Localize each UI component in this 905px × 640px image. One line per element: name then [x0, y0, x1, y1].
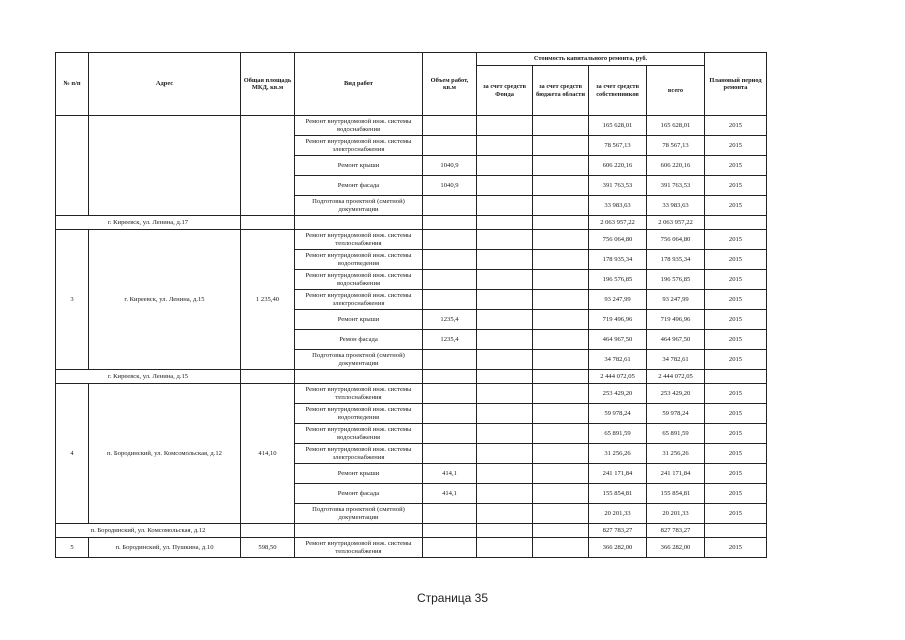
- subtotal-period: [705, 524, 767, 538]
- subtotal-label: п. Бородинский, ул. Комсомольская, д.12: [56, 524, 241, 538]
- owners-cell: 391 763,53: [589, 176, 647, 196]
- header-num: № п/п: [56, 53, 89, 116]
- period-cell: 2015: [705, 464, 767, 484]
- owners-cell: 65 891,59: [589, 424, 647, 444]
- total-cell: 31 256,26: [647, 444, 705, 464]
- fund-cell: [477, 270, 533, 290]
- owners-cell: 241 171,84: [589, 464, 647, 484]
- total-cell: 719 496,96: [647, 310, 705, 330]
- volume-cell: [423, 350, 477, 370]
- subtotal-owners: 827 783,27: [589, 524, 647, 538]
- total-cell: 93 247,99: [647, 290, 705, 310]
- table-body: [56, 116, 767, 558]
- total-cell: 34 782,61: [647, 350, 705, 370]
- table-row: [56, 538, 767, 558]
- owners-cell: 165 628,01: [589, 116, 647, 136]
- period-cell: 2015: [705, 424, 767, 444]
- header-total: всего: [647, 66, 705, 116]
- period-cell: 2015: [705, 116, 767, 136]
- subtotal-fund: [477, 524, 533, 538]
- period-cell: 2015: [705, 404, 767, 424]
- fund-cell: [477, 156, 533, 176]
- fund-cell: [477, 230, 533, 250]
- owners-cell: 196 576,85: [589, 270, 647, 290]
- fund-cell: [477, 404, 533, 424]
- fund-cell: [477, 444, 533, 464]
- work-type-cell: Ремонт внутридомовой инж. системы водоотведения: [295, 250, 423, 270]
- total-cell: 196 576,85: [647, 270, 705, 290]
- owners-cell: 719 496,96: [589, 310, 647, 330]
- subtotal-owners: 2 063 957,22: [589, 216, 647, 230]
- volume-cell: [423, 116, 477, 136]
- work-type-cell: Ремонт внутридомовой инж. системы водоснабжения: [295, 270, 423, 290]
- volume-cell: 1040,9: [423, 176, 477, 196]
- work-type-cell: Подготовка проектной (сметной) документации: [295, 504, 423, 524]
- budget-cell: [533, 484, 589, 504]
- owners-cell: 178 935,34: [589, 250, 647, 270]
- volume-cell: 1040,9: [423, 156, 477, 176]
- budget-cell: [533, 384, 589, 404]
- volume-cell: [423, 444, 477, 464]
- total-cell: 20 201,33: [647, 504, 705, 524]
- subtotal-work: [295, 216, 423, 230]
- volume-cell: [423, 384, 477, 404]
- work-type-cell: Ремонт фасада: [295, 484, 423, 504]
- owners-cell: 93 247,99: [589, 290, 647, 310]
- owners-cell: 31 256,26: [589, 444, 647, 464]
- subtotal-label: г. Киреевск, ул. Ленина, д.15: [56, 370, 241, 384]
- volume-cell: [423, 404, 477, 424]
- period-cell: 2015: [705, 176, 767, 196]
- volume-cell: [423, 196, 477, 216]
- owners-cell: 34 782,61: [589, 350, 647, 370]
- budget-cell: [533, 290, 589, 310]
- subtotal-period: [705, 216, 767, 230]
- total-cell: 178 935,34: [647, 250, 705, 270]
- header-cost-group: Стоимость капитального ремонта, руб.: [477, 53, 705, 66]
- table-row: [56, 230, 767, 250]
- period-cell: 2015: [705, 136, 767, 156]
- fund-cell: [477, 116, 533, 136]
- subtotal-fund: [477, 216, 533, 230]
- subtotal-fund: [477, 370, 533, 384]
- subtotal-budget: [533, 216, 589, 230]
- budget-cell: [533, 196, 589, 216]
- budget-cell: [533, 136, 589, 156]
- total-cell: 33 983,63: [647, 196, 705, 216]
- area-cell: 598,50: [241, 538, 295, 558]
- period-cell: 2015: [705, 504, 767, 524]
- budget-cell: [533, 350, 589, 370]
- fund-cell: [477, 484, 533, 504]
- fund-cell: [477, 504, 533, 524]
- volume-cell: [423, 538, 477, 558]
- owners-cell: 366 282,00: [589, 538, 647, 558]
- header-fund: за счет средств Фонда: [477, 66, 533, 116]
- volume-cell: [423, 230, 477, 250]
- budget-cell: [533, 230, 589, 250]
- period-cell: 2015: [705, 230, 767, 250]
- subtotal-work: [295, 524, 423, 538]
- owners-cell: 33 983,63: [589, 196, 647, 216]
- subtotal-total: 2 063 957,22: [647, 216, 705, 230]
- total-cell: 78 567,13: [647, 136, 705, 156]
- work-type-cell: Ремонт крыши: [295, 156, 423, 176]
- total-cell: 241 171,84: [647, 464, 705, 484]
- owners-cell: 20 201,33: [589, 504, 647, 524]
- volume-cell: 1235,4: [423, 310, 477, 330]
- budget-cell: [533, 330, 589, 350]
- address-cell: п. Бородинский, ул. Комсомольская, д.12: [89, 384, 241, 524]
- fund-cell: [477, 176, 533, 196]
- period-cell: 2015: [705, 196, 767, 216]
- fund-cell: [477, 424, 533, 444]
- fund-cell: [477, 464, 533, 484]
- work-type-cell: Ремонт крыши: [295, 310, 423, 330]
- owners-cell: 78 567,13: [589, 136, 647, 156]
- subtotal-label: г. Киреевск, ул. Ленина, д.17: [56, 216, 241, 230]
- header-address: Адрес: [89, 53, 241, 116]
- period-cell: 2015: [705, 484, 767, 504]
- row-number: 5: [56, 538, 89, 558]
- budget-cell: [533, 270, 589, 290]
- work-type-cell: Ремонт внутридомовой инж. системы электроснабжения: [295, 290, 423, 310]
- budget-cell: [533, 404, 589, 424]
- total-cell: 756 064,80: [647, 230, 705, 250]
- row-number: 3: [56, 230, 89, 370]
- row-number: [56, 116, 89, 216]
- period-cell: 2015: [705, 330, 767, 350]
- owners-cell: 606 220,16: [589, 156, 647, 176]
- table-row: [56, 384, 767, 404]
- period-cell: 2015: [705, 290, 767, 310]
- subtotal-area: [241, 216, 295, 230]
- header-volume: Объем работ, кв.м: [423, 53, 477, 116]
- area-cell: 1 235,40: [241, 230, 295, 370]
- total-cell: 65 891,59: [647, 424, 705, 444]
- volume-cell: [423, 136, 477, 156]
- volume-cell: 414,1: [423, 484, 477, 504]
- total-cell: 366 282,00: [647, 538, 705, 558]
- work-type-cell: Ремонт внутридомовой инж. системы водоотведения: [295, 404, 423, 424]
- fund-cell: [477, 350, 533, 370]
- work-type-cell: Ремонт внутридомовой инж. системы электроснабжения: [295, 444, 423, 464]
- owners-cell: 59 978,24: [589, 404, 647, 424]
- work-type-cell: Ремонт внутридомовой инж. системы теплоснабжения: [295, 538, 423, 558]
- header-budget: за счет средств бюджета области: [533, 66, 589, 116]
- address-cell: г. Киреевск, ул. Ленина, д.15: [89, 230, 241, 370]
- subtotal-row: [56, 524, 767, 538]
- subtotal-area: [241, 370, 295, 384]
- period-cell: 2015: [705, 444, 767, 464]
- work-type-cell: Ремонт внутридомовой инж. системы электроснабжения: [295, 136, 423, 156]
- work-type-cell: Ремонт внутридомовой инж. системы теплоснабжения: [295, 384, 423, 404]
- period-cell: 2015: [705, 538, 767, 558]
- budget-cell: [533, 444, 589, 464]
- subtotal-row: [56, 370, 767, 384]
- address-cell: п. Бородинский, ул. Пушкина, д.10: [89, 538, 241, 558]
- owners-cell: 155 854,81: [589, 484, 647, 504]
- budget-cell: [533, 116, 589, 136]
- work-type-cell: Ремонт фасада: [295, 176, 423, 196]
- total-cell: 253 429,20: [647, 384, 705, 404]
- period-cell: 2015: [705, 270, 767, 290]
- work-type-cell: Ремонт внутридомовой инж. системы водоснабжения: [295, 424, 423, 444]
- subtotal-work: [295, 370, 423, 384]
- fund-cell: [477, 538, 533, 558]
- volume-cell: [423, 424, 477, 444]
- table-header: [56, 53, 767, 116]
- budget-cell: [533, 176, 589, 196]
- volume-cell: 414,1: [423, 464, 477, 484]
- fund-cell: [477, 310, 533, 330]
- work-type-cell: Ремонт крыши: [295, 464, 423, 484]
- subtotal-volume: [423, 524, 477, 538]
- capital-repair-table: [55, 52, 767, 558]
- volume-cell: [423, 270, 477, 290]
- volume-cell: [423, 290, 477, 310]
- fund-cell: [477, 136, 533, 156]
- budget-cell: [533, 504, 589, 524]
- work-type-cell: Ремон фасада: [295, 330, 423, 350]
- header-area: Общая площадь МКД, кв.м: [241, 53, 295, 116]
- fund-cell: [477, 290, 533, 310]
- budget-cell: [533, 424, 589, 444]
- subtotal-row: [56, 216, 767, 230]
- fund-cell: [477, 384, 533, 404]
- header-period: Плановый период ремонта: [705, 53, 767, 116]
- fund-cell: [477, 330, 533, 350]
- budget-cell: [533, 156, 589, 176]
- subtotal-budget: [533, 370, 589, 384]
- period-cell: 2015: [705, 350, 767, 370]
- period-cell: 2015: [705, 156, 767, 176]
- total-cell: 391 763,53: [647, 176, 705, 196]
- budget-cell: [533, 310, 589, 330]
- subtotal-volume: [423, 216, 477, 230]
- header-owners: за счет средств собственников: [589, 66, 647, 116]
- subtotal-volume: [423, 370, 477, 384]
- total-cell: 165 628,01: [647, 116, 705, 136]
- subtotal-period: [705, 370, 767, 384]
- budget-cell: [533, 538, 589, 558]
- fund-cell: [477, 196, 533, 216]
- header-work-type: Вид работ: [295, 53, 423, 116]
- budget-cell: [533, 250, 589, 270]
- budget-cell: [533, 464, 589, 484]
- subtotal-budget: [533, 524, 589, 538]
- total-cell: 155 854,81: [647, 484, 705, 504]
- area-cell: [241, 116, 295, 216]
- period-cell: 2015: [705, 310, 767, 330]
- period-cell: 2015: [705, 384, 767, 404]
- volume-cell: [423, 504, 477, 524]
- table-row: [56, 116, 767, 136]
- volume-cell: 1235,4: [423, 330, 477, 350]
- address-cell: [89, 116, 241, 216]
- subtotal-total: 2 444 072,05: [647, 370, 705, 384]
- owners-cell: 756 064,80: [589, 230, 647, 250]
- volume-cell: [423, 250, 477, 270]
- owners-cell: 464 967,50: [589, 330, 647, 350]
- total-cell: 59 978,24: [647, 404, 705, 424]
- work-type-cell: Подготовка проектной (сметной) документации: [295, 350, 423, 370]
- work-type-cell: Ремонт внутридомовой инж. системы теплоснабжения: [295, 230, 423, 250]
- subtotal-total: 827 783,27: [647, 524, 705, 538]
- fund-cell: [477, 250, 533, 270]
- area-cell: 414,10: [241, 384, 295, 524]
- period-cell: 2015: [705, 250, 767, 270]
- subtotal-area: [241, 524, 295, 538]
- page-number: Страница 35: [416, 591, 489, 605]
- total-cell: 606 220,16: [647, 156, 705, 176]
- subtotal-owners: 2 444 072,05: [589, 370, 647, 384]
- work-type-cell: Подготовка проектной (сметной) документации: [295, 196, 423, 216]
- row-number: 4: [56, 384, 89, 524]
- work-type-cell: Ремонт внутридомовой инж. системы водоснабжения: [295, 116, 423, 136]
- owners-cell: 253 429,20: [589, 384, 647, 404]
- total-cell: 464 967,50: [647, 330, 705, 350]
